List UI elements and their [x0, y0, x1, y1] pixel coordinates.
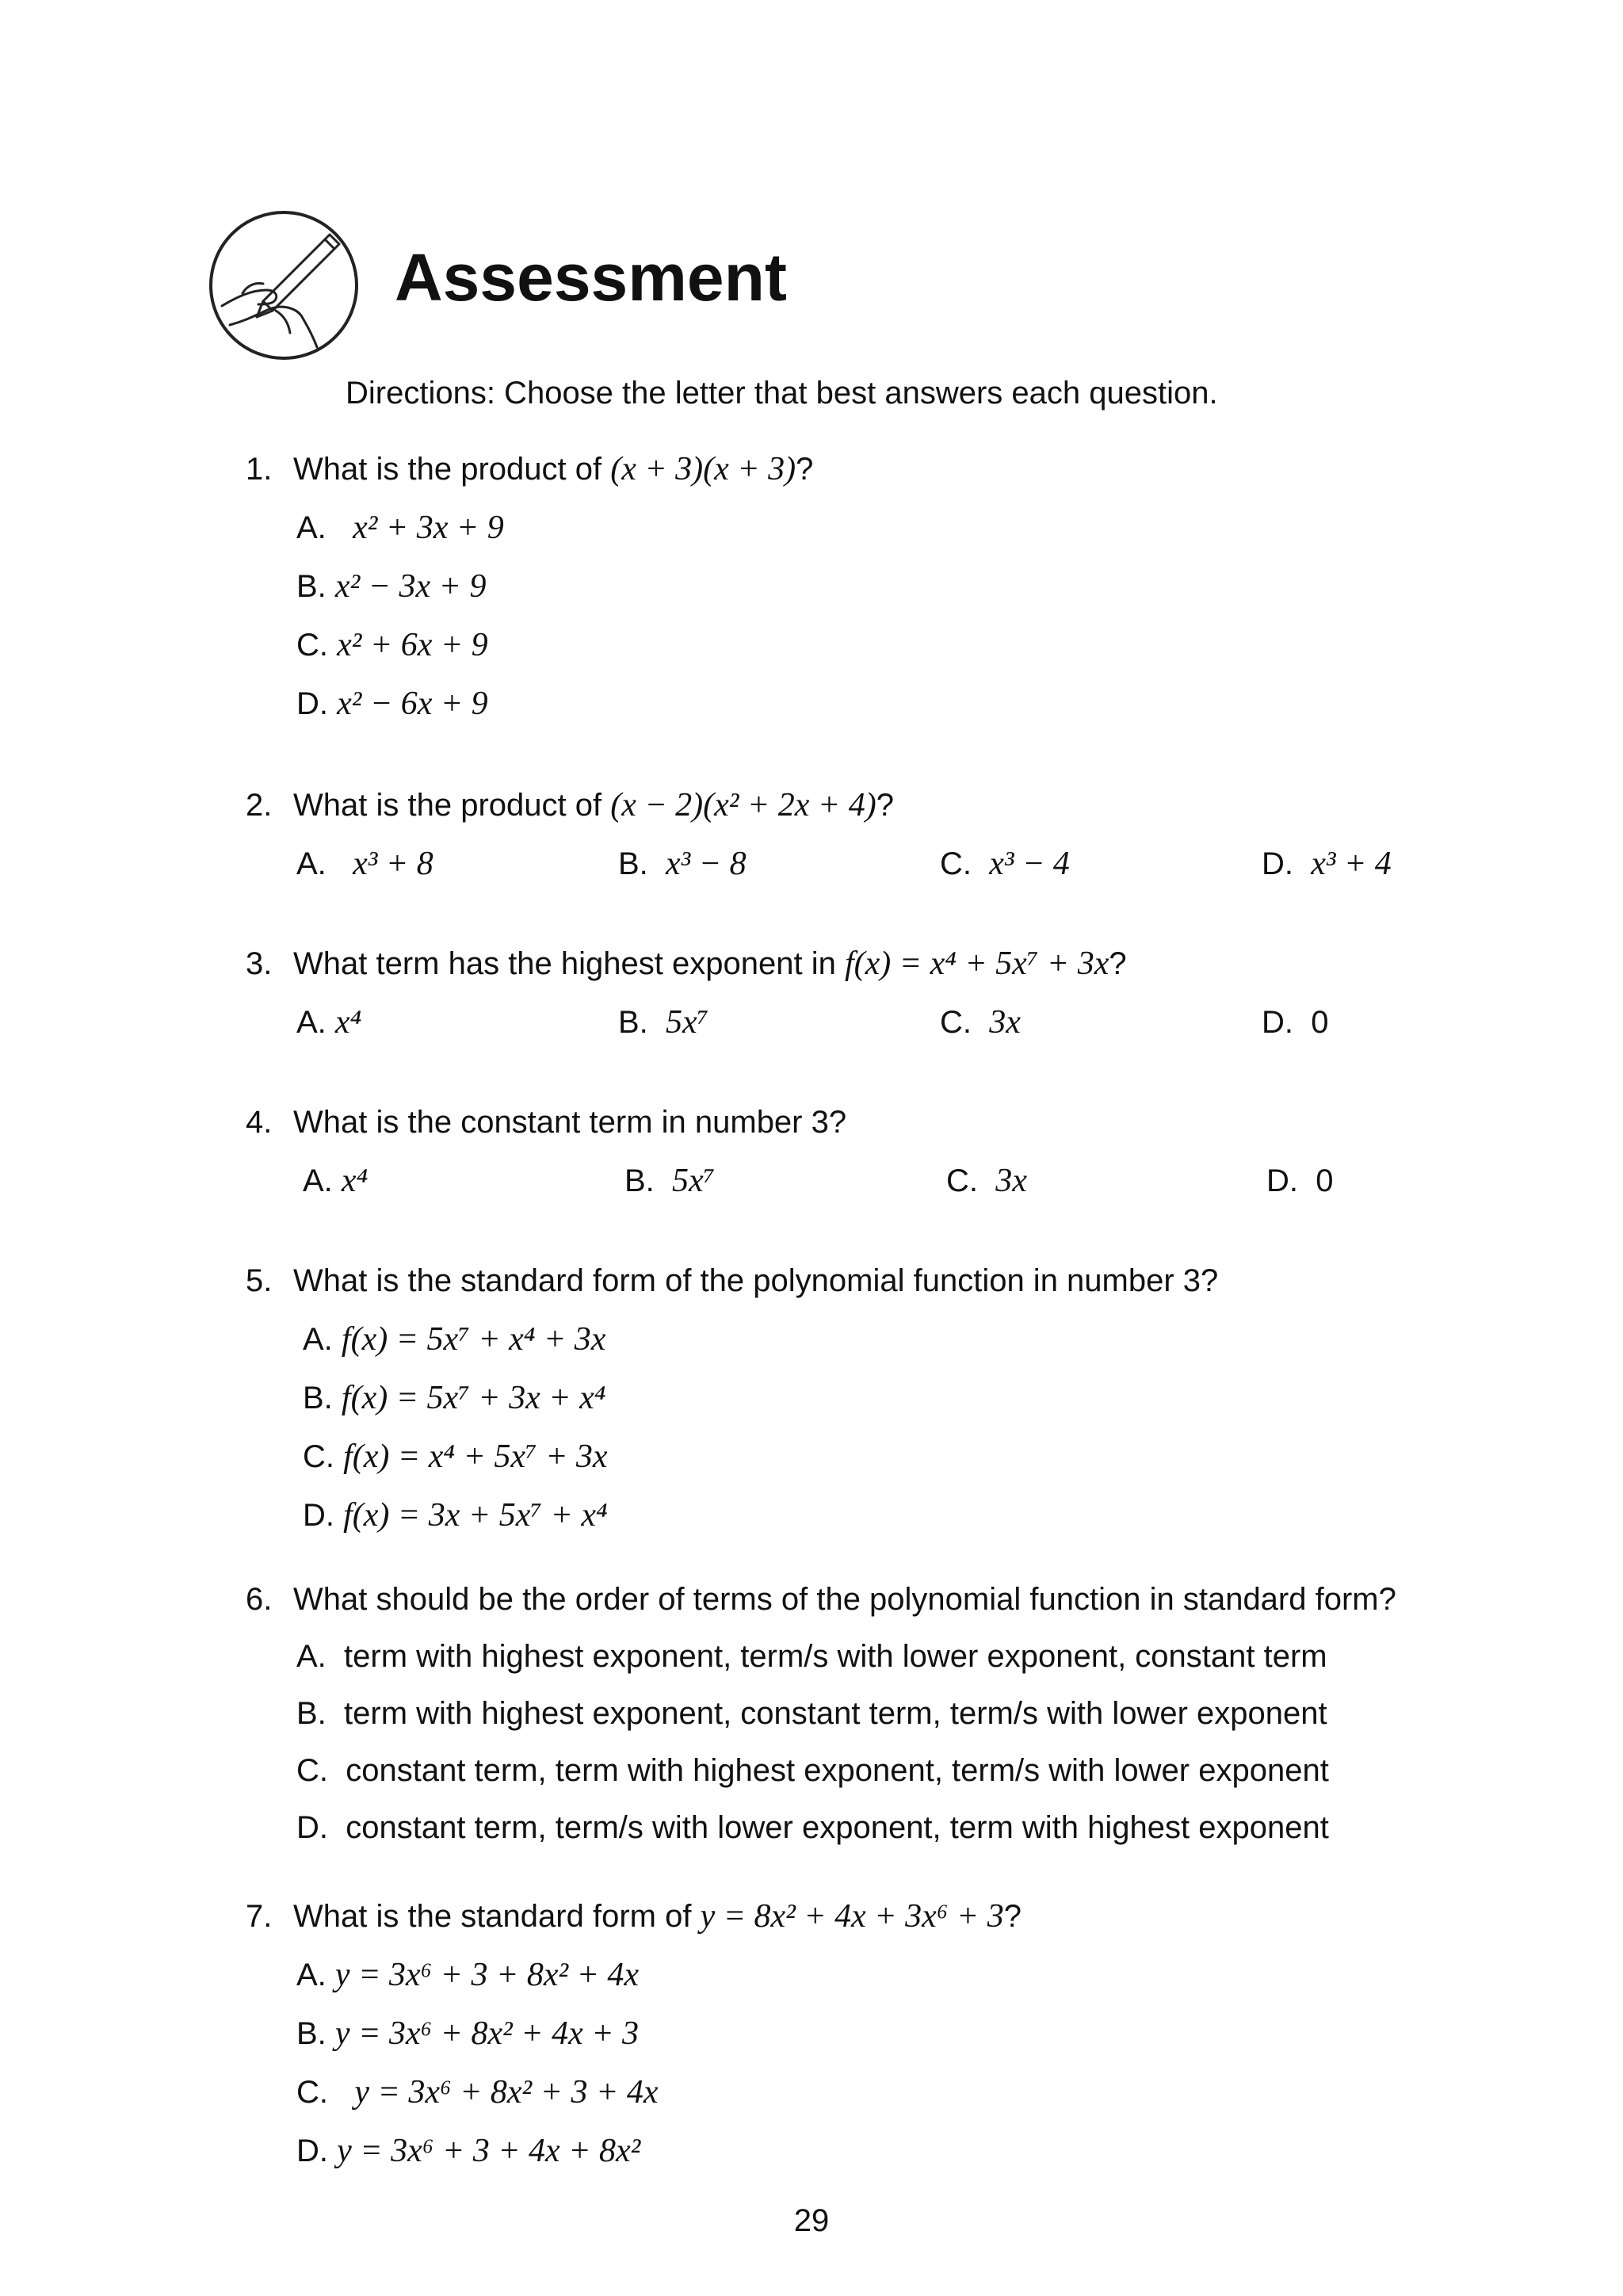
choice-letter: D. [1262, 846, 1293, 881]
question-number: 4. [246, 1105, 273, 1140]
question-number: 1. [246, 452, 273, 487]
question-suffix: ? [796, 452, 814, 487]
choice-letter: D. [1262, 1005, 1293, 1040]
question-number: 7. [246, 1899, 273, 1934]
question-4 [246, 1102, 846, 1143]
choice-text: constant term, term with highest exponent, term/s with lower exponent [346, 1753, 1329, 1788]
choice-expression: x² − 3x + 9 [334, 568, 487, 605]
choice-letter: C. [303, 1439, 334, 1474]
choice-text: term with highest exponent, term/s with lower exponent, constant term [344, 1639, 1327, 1674]
question-1 [246, 449, 813, 490]
choice-b[interactable] [303, 1377, 605, 1419]
choice-text: constant term, term/s with lower exponent, term with highest exponent [346, 1810, 1329, 1845]
question-number: 5. [246, 1263, 273, 1298]
choice-letter: D. [303, 1498, 334, 1533]
question-text: What term has the highest exponent in [293, 946, 845, 981]
question-6 [246, 1579, 1396, 1620]
choice-expression: x³ − 4 [989, 846, 1070, 882]
choice-a[interactable] [303, 1319, 605, 1360]
choice-c[interactable] [296, 625, 488, 666]
choice-text: term with highest exponent, constant term, term/s with lower exponent [344, 1696, 1327, 1731]
choice-b[interactable] [618, 1002, 708, 1043]
question-text: What should be the order of terms of the polynomial function in standard form? [293, 1582, 1396, 1617]
choice-expression: x⁴ [341, 1163, 369, 1199]
choice-expression: 5x⁷ [672, 1163, 716, 1199]
choice-letter: B. [303, 1381, 333, 1415]
choice-expression: 3x [995, 1163, 1027, 1199]
question-text: What is the standard form of the polynomial function in number 3? [293, 1263, 1219, 1298]
choice-expression: x² + 3x + 9 [353, 510, 504, 546]
choice-a[interactable] [296, 843, 433, 884]
choice-letter: D. [296, 2134, 328, 2168]
question-5 [246, 1260, 1218, 1301]
choice-expression: x³ + 4 [1311, 846, 1392, 882]
question-expression: (x − 2)(x² + 2x + 4) [610, 787, 876, 823]
choice-letter: B. [296, 2016, 327, 2051]
choice-letter: A. [296, 1005, 327, 1040]
choice-letter: C. [946, 1163, 978, 1198]
choice-expression: x² − 6x + 9 [337, 686, 488, 722]
choice-expression: x² + 6x + 9 [337, 627, 488, 663]
choice-expression: x³ − 8 [666, 846, 747, 882]
choice-a[interactable] [296, 1002, 361, 1043]
choice-expression: y = 3x⁶ + 3 + 4x + 8x² [337, 2133, 641, 2169]
question-expression: y = 8x² + 4x + 3x⁶ + 3 [700, 1898, 1004, 1935]
choice-letter: A. [303, 1163, 333, 1198]
choice-letter: B. [296, 569, 327, 604]
choice-letter: B. [624, 1163, 655, 1198]
question-suffix: ? [1003, 1899, 1022, 1934]
question-7 [246, 1896, 1022, 1937]
choice-b[interactable] [624, 1160, 715, 1201]
choice-expression: f(x) = x⁴ + 5x⁷ + 3x [343, 1438, 608, 1475]
question-text: What is the constant term in number 3? [293, 1105, 847, 1140]
choice-letter: A. [296, 846, 327, 881]
choice-expression: f(x) = 5x⁷ + 3x + x⁴ [341, 1380, 606, 1416]
choice-letter: C. [296, 2075, 328, 2110]
choice-c[interactable] [296, 2072, 658, 2113]
choice-d[interactable] [1266, 1160, 1333, 1201]
choice-c[interactable] [940, 1002, 1021, 1043]
choice-c[interactable] [946, 1160, 1027, 1201]
choice-expression: y = 3x⁶ + 8x² + 4x + 3 [334, 2015, 640, 2052]
question-expression: f(x) = x⁴ + 5x⁷ + 3x [844, 946, 1109, 982]
choice-a[interactable] [296, 1954, 639, 1996]
choice-letter: C. [296, 628, 328, 663]
choice-expression: x⁴ [334, 1004, 362, 1041]
choice-a[interactable] [296, 1636, 1327, 1677]
question-suffix: ? [876, 788, 894, 823]
choice-letter: D. [1266, 1163, 1298, 1198]
question-text: What is the standard form of [293, 1899, 701, 1934]
question-3 [246, 943, 1127, 984]
hand-writing-pencil-icon [206, 208, 361, 363]
choice-expression: x³ + 8 [353, 846, 433, 882]
question-number: 3. [246, 946, 273, 981]
choice-letter: C. [296, 1753, 328, 1788]
choice-d[interactable] [296, 1807, 1329, 1848]
choice-letter: A. [296, 1958, 327, 1992]
choice-expression: 5x⁷ [666, 1004, 709, 1041]
choice-expression: f(x) = 5x⁷ + x⁴ + 3x [341, 1321, 606, 1358]
choice-letter: D. [296, 686, 328, 721]
choice-expression: 0 [1311, 1005, 1329, 1040]
choice-d[interactable] [1262, 843, 1392, 884]
question-text: What is the product of [293, 788, 611, 823]
choice-a[interactable] [303, 1160, 368, 1201]
choice-c[interactable] [303, 1436, 608, 1477]
choice-letter: B. [296, 1696, 327, 1731]
choice-b[interactable] [618, 843, 747, 884]
choice-letter: B. [618, 1005, 648, 1040]
choice-letter: A. [296, 1639, 327, 1674]
question-2 [246, 785, 894, 826]
question-number: 6. [246, 1582, 273, 1617]
question-suffix: ? [1109, 946, 1127, 981]
question-text: What is the product of [293, 452, 611, 487]
choice-expression: y = 3x⁶ + 3 + 8x² + 4x [334, 1957, 640, 1993]
choice-c[interactable] [296, 1750, 1329, 1791]
choice-d[interactable] [1262, 1002, 1328, 1043]
choice-b[interactable] [296, 1693, 1327, 1734]
page-number: 29 [793, 2203, 830, 2238]
choice-letter: C. [940, 846, 972, 881]
choice-c[interactable] [940, 843, 1070, 884]
choice-letter: D. [296, 1810, 328, 1845]
choice-expression: f(x) = 3x + 5x⁷ + x⁴ [343, 1497, 608, 1534]
choice-b[interactable] [296, 566, 486, 607]
question-expression: (x + 3)(x + 3) [610, 451, 796, 487]
page-title: Assessment [395, 240, 787, 315]
question-number: 2. [246, 788, 273, 823]
choice-letter: A. [296, 510, 327, 545]
choice-expression: y = 3x⁶ + 8x² + 3 + 4x [354, 2074, 659, 2111]
choice-d[interactable] [296, 683, 488, 724]
directions: Directions: Choose the letter that best answers each question. [346, 376, 1218, 411]
choice-b[interactable] [296, 2013, 639, 2054]
choice-d[interactable] [296, 2130, 640, 2172]
choice-expression: 3x [989, 1004, 1021, 1041]
choice-letter: B. [618, 846, 648, 881]
choice-a[interactable] [296, 507, 504, 548]
choice-d[interactable] [303, 1495, 608, 1536]
choice-expression: 0 [1316, 1163, 1334, 1198]
choice-letter: A. [303, 1322, 333, 1357]
choice-letter: C. [940, 1005, 972, 1040]
